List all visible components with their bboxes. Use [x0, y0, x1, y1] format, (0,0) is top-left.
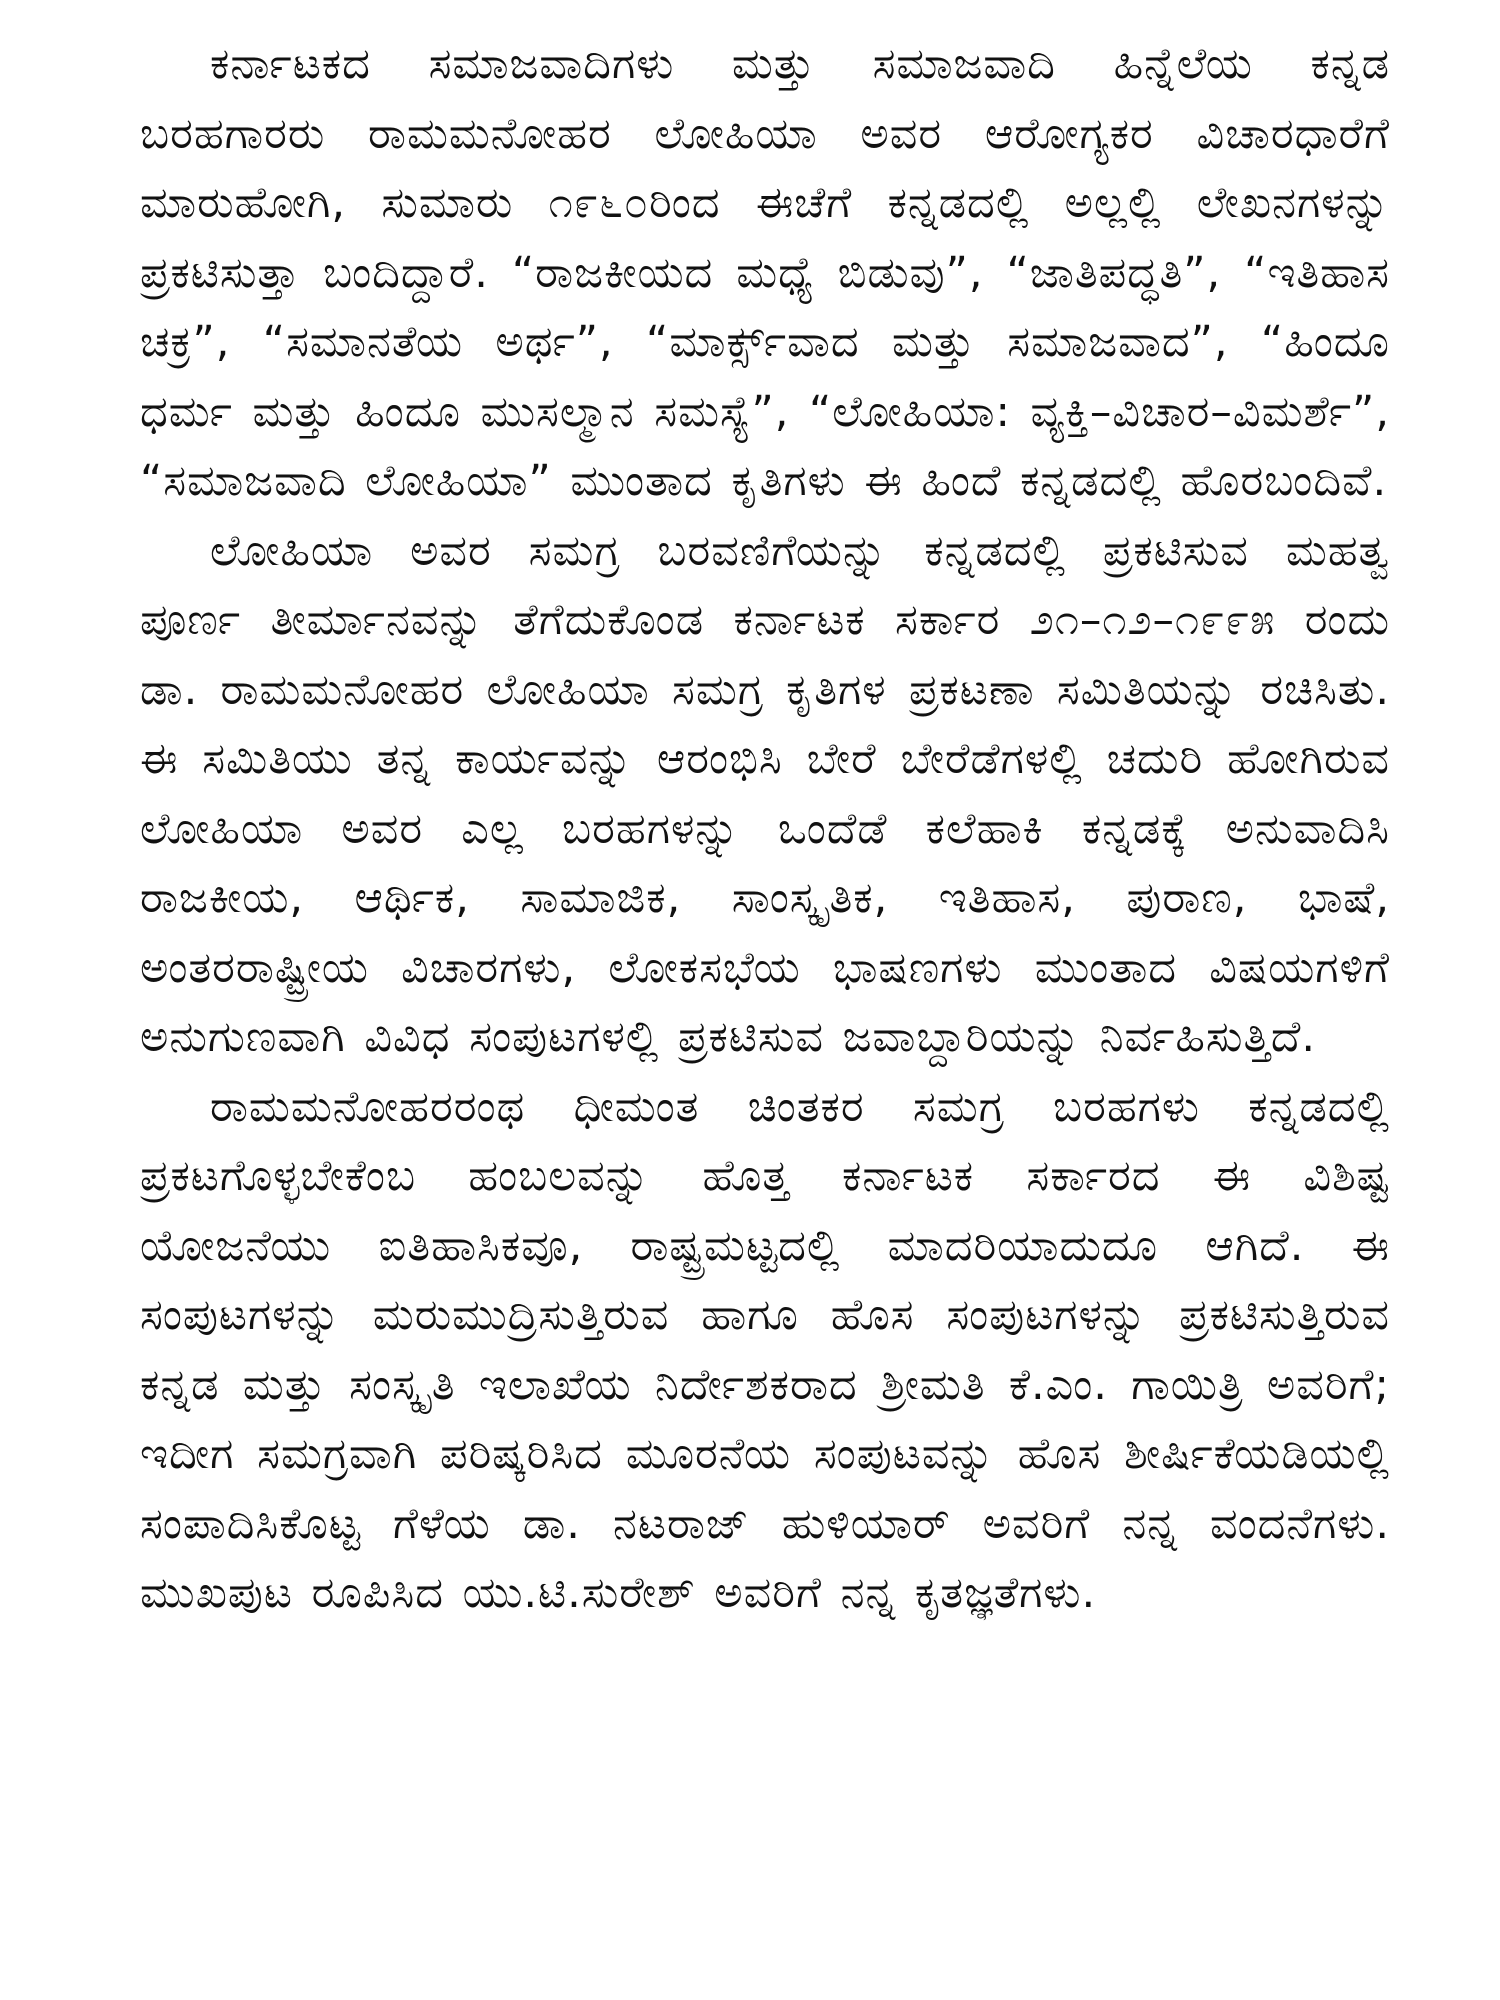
paragraph-2: ಲೋಹಿಯಾ ಅವರ ಸಮಗ್ರ ಬರವಣಿಗೆಯನ್ನು ಕನ್ನಡದಲ್ಲಿ ಪ್ರಕಟಿಸುವ ಮಹತ್ವ ಪೂರ್ಣ ತೀರ್ಮಾನವನ್ನು ತೆಗೆದುಕೊಂಡ ಕರ್ನಾಟಕ ಸರ್ಕಾರ ೨೧–೧೨–೧೯೯೫ ರಂದು ಡಾ. ರಾಮಮನೋಹರ ಲೋಹಿಯಾ ಸಮಗ್ರ ಕೃತಿಗಳ ಪ್ರಕಟಣಾ ಸಮಿತಿಯನ್ನು ರಚಿಸಿತು. ಈ ಸಮಿತಿಯು ತನ್ನ ಕಾರ್ಯವನ್ನು ಆರಂಭಿಸಿ ಬೇರೆ ಬೇರೆಡೆಗಳಲ್ಲಿ ಚದುರಿ ಹೋಗಿರುವ ಲೋಹಿಯಾ ಅವರ ಎಲ್ಲ ಬರಹಗಳನ್ನು ಒಂದೆಡೆ ಕಲೆಹಾಕಿ ಕನ್ನಡಕ್ಕೆ ಅನುವಾದಿಸಿ ರಾಜಕೀಯ, ಆರ್ಥಿಕ, ಸಾಮಾಜಿಕ, ಸಾಂಸ್ಕೃತಿಕ, ಇತಿಹಾಸ, ಪುರಾಣ, ಭಾಷೆ, ಅಂತರರಾಷ್ಟ್ರೀಯ ವಿಚಾರಗಳು, ಲೋಕಸಭೆಯ ಭಾಷಣಗಳು ಮುಂತಾದ ವಿಷಯಗಳಿಗೆ ಅನುಗುಣವಾಗಿ ವಿವಿಧ ಸಂಪುಟಗಳಲ್ಲಿ ಪ್ರಕಟಿಸುವ ಜವಾಬ್ದಾರಿಯನ್ನು ನಿರ್ವಹಿಸುತ್ತಿದೆ.: [140, 525, 1390, 1062]
paragraph-3: ರಾಮಮನೋಹರರಂಥ ಧೀಮಂತ ಚಿಂತಕರ ಸಮಗ್ರ ಬರಹಗಳು ಕನ್ನಡದಲ್ಲಿ ಪ್ರಕಟಗೊಳ್ಳಬೇಕೆಂಬ ಹಂಬಲವನ್ನು ಹೊತ್ತ ಕರ್ನಾಟಕ ಸರ್ಕಾರದ ಈ ವಿಶಿಷ್ಟ ಯೋಜನೆಯು ಐತಿಹಾಸಿಕವೂ, ರಾಷ್ಟ್ರಮಟ್ಟದಲ್ಲಿ ಮಾದರಿಯಾದುದೂ ಆಗಿದೆ. ಈ ಸಂಪುಟಗಳನ್ನು ಮರುಮುದ್ರಿಸುತ್ತಿರುವ ಹಾಗೂ ಹೊಸ ಸಂಪುಟಗಳನ್ನು ಪ್ರಕಟಿಸುತ್ತಿರುವ ಕನ್ನಡ ಮತ್ತು ಸಂಸ್ಕೃತಿ ಇಲಾಖೆಯ ನಿರ್ದೇಶಕರಾದ ಶ್ರೀಮತಿ ಕೆ.ಎಂ. ಗಾಯಿತ್ರಿ ಅವರಿಗೆ; ಇದೀಗ ಸಮಗ್ರವಾಗಿ ಪರಿಷ್ಕರಿಸಿದ ಮೂರನೆಯ ಸಂಪುಟವನ್ನು ಹೊಸ ಶೀರ್ಷಿಕೆಯಡಿಯಲ್ಲಿ ಸಂಪಾದಿಸಿಕೊಟ್ಟ ಗೆಳೆಯ ಡಾ. ನಟರಾಜ್ ಹುಳಿಯಾರ್ ಅವರಿಗೆ ನನ್ನ ವಂದನೆಗಳು. ಮುಖಪುಟ ರೂಪಿಸಿದ ಯು.ಟಿ.ಸುರೇಶ್ ಅವರಿಗೆ ನನ್ನ ಕೃತಜ್ಞತೆಗಳು.: [140, 1081, 1390, 1618]
document-page: [140, 30, 1390, 1629]
paragraph-1: ಕರ್ನಾಟಕದ ಸಮಾಜವಾದಿಗಳು ಮತ್ತು ಸಮಾಜವಾದಿ ಹಿನ್ನೆಲೆಯ ಕನ್ನಡ ಬರಹಗಾರರು ರಾಮಮನೋಹರ ಲೋಹಿಯಾ ಅವರ ಆರೋಗ್ಯಕರ ವಿಚಾರಧಾರೆಗೆ ಮಾರುಹೋಗಿ, ಸುಮಾರು ೧೯೬೦ರಿಂದ ಈಚೆಗೆ ಕನ್ನಡದಲ್ಲಿ ಅಲ್ಲಲ್ಲಿ ಲೇಖನಗಳನ್ನು ಪ್ರಕಟಿಸುತ್ತಾ ಬಂದಿದ್ದಾರೆ. “ರಾಜಕೀಯದ ಮಧ್ಯೆ ಬಿಡುವು”, “ಜಾತಿಪದ್ಧತಿ”, “ಇತಿಹಾಸ ಚಕ್ರ”, “ಸಮಾನತೆಯ ಅರ್ಥ”, “ಮಾರ್ಕ್ಸ್‌ವಾದ ಮತ್ತು ಸಮಾಜವಾದ”, “ಹಿಂದೂ ಧರ್ಮ ಮತ್ತು ಹಿಂದೂ ಮುಸಲ್ಮಾನ ಸಮಸ್ಯೆ”, “ಲೋಹಿಯಾ: ವ್ಯಕ್ತಿ–ವಿಚಾರ–ವಿಮರ್ಶೆ”, “ಸಮಾಜವಾದಿ ಲೋಹಿಯಾ” ಮುಂತಾದ ಕೃತಿಗಳು ಈ ಹಿಂದೆ ಕನ್ನಡದಲ್ಲಿ ಹೊರಬಂದಿವೆ.: [140, 39, 1390, 506]
